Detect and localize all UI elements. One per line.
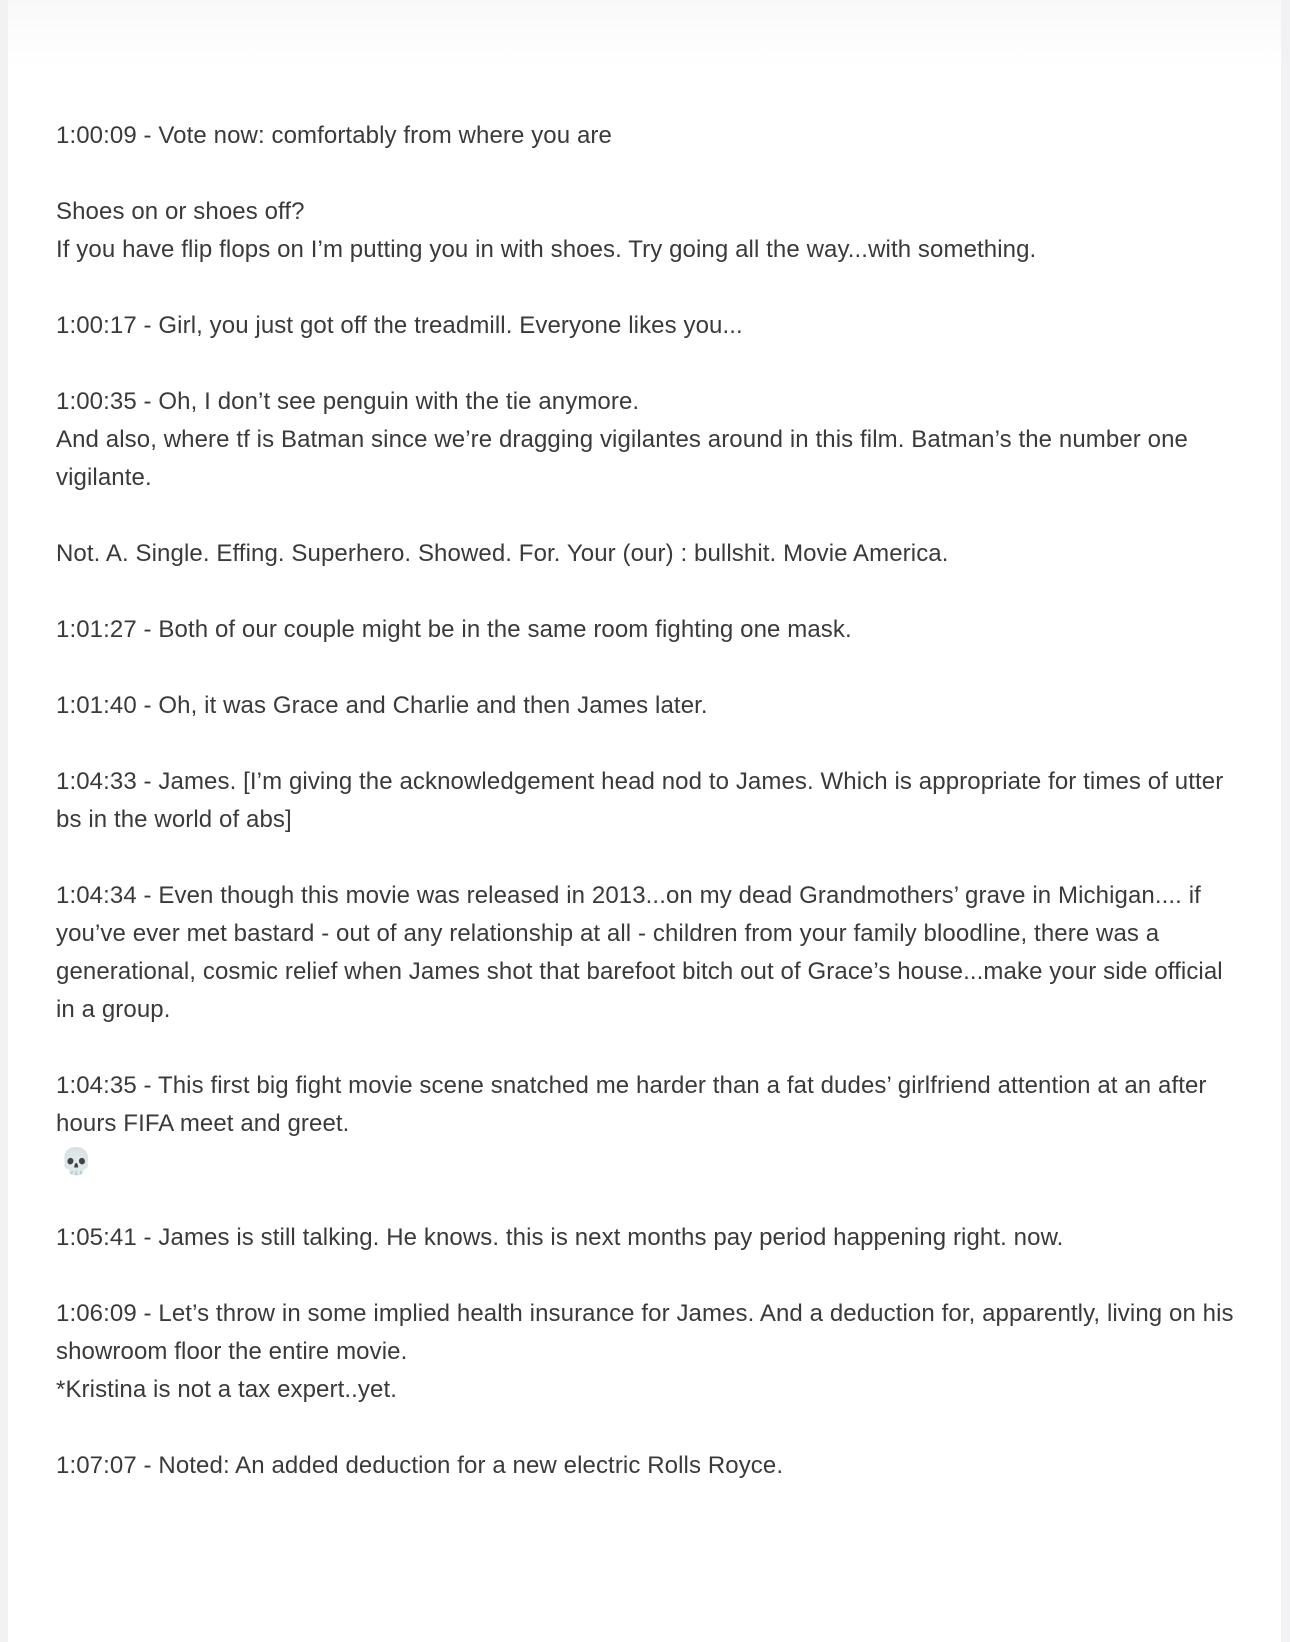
note-line: 1:06:09 - Let’s throw in some implied health insurance for James. And a deduction for, apparently, living on his showroom floor the entire movie.	[56, 1300, 1234, 1365]
note-line: 1:04:35 - This first big fight movie scene snatched me harder than a fat dudes’ girlfriend attention at an after hours FIFA meet and greet.	[56, 1072, 1207, 1137]
note-line: 1:01:27 - Both of our couple might be in the same room fighting one mask.	[56, 616, 852, 643]
note-line: 1:07:07 - Noted: An added deduction for a new electric Rolls Royce.	[56, 1452, 784, 1479]
note-paragraph	[56, 1295, 1246, 1409]
note-page	[8, 0, 1281, 1642]
note-line: Shoes on or shoes off?	[56, 198, 305, 225]
note-line: 1:04:34 - Even though this movie was released in 2013...on my dead Grandmothers’ grave in Michigan.... if you’ve ever met bastard - out of any relationship at all - children from your family bloodline, there was a generational, cosmic relief when James shot that barefoot bitch out of Grace’s house...make your side official in a group.	[56, 882, 1223, 1023]
note-line: 1:04:33 - James. [I’m giving the acknowledgement head nod to James. Which is appropriate for times of utter bs in the world of abs]	[56, 768, 1224, 833]
note-paragraph	[56, 307, 1246, 345]
note-line: 1:00:17 - Girl, you just got off the treadmill. Everyone likes you...	[56, 312, 743, 339]
note-paragraph	[56, 193, 1246, 269]
note-paragraph	[56, 1219, 1246, 1257]
note-paragraph	[56, 117, 1246, 155]
note-paragraph	[56, 535, 1246, 573]
note-paragraph	[56, 1067, 1246, 1181]
note-paragraph	[56, 763, 1246, 839]
note-paragraph	[56, 877, 1246, 1029]
skull-icon: 💀	[60, 1147, 93, 1177]
note-line: 1:00:09 - Vote now: comfortably from where you are	[56, 122, 612, 149]
note-paragraph	[56, 687, 1246, 725]
top-bar	[8, 0, 1281, 70]
note-body[interactable]	[56, 117, 1246, 1523]
note-line: 1:01:40 - Oh, it was Grace and Charlie and then James later.	[56, 692, 708, 719]
note-line: *Kristina is not a tax expert..yet.	[56, 1376, 397, 1403]
note-line: 1:00:35 - Oh, I don’t see penguin with the tie anymore.	[56, 388, 640, 415]
note-line: Not. A. Single. Effing. Superhero. Showed. For. Your (our) : bullshit. Movie America.	[56, 540, 949, 567]
note-line: And also, where tf is Batman since we’re dragging vigilantes around in this film. Batman’s the number one vigilante.	[56, 426, 1188, 491]
note-paragraph	[56, 611, 1246, 649]
note-paragraph	[56, 1447, 1246, 1485]
note-line: If you have flip flops on I’m putting you in with shoes. Try going all the way...with something.	[56, 236, 1037, 263]
note-paragraph	[56, 383, 1246, 497]
note-line: 1:05:41 - James is still talking. He knows. this is next months pay period happening right. now.	[56, 1224, 1064, 1251]
